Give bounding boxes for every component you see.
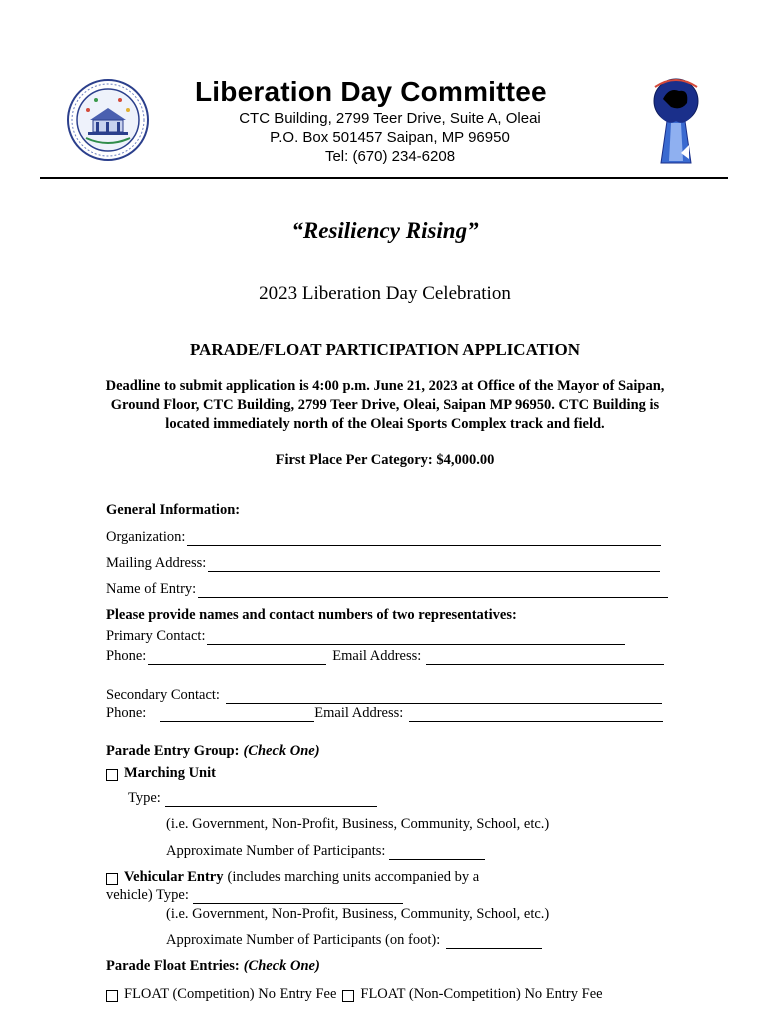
entry-name-label: Name of Entry: [106, 581, 197, 597]
primary-phone-email-row [106, 648, 664, 665]
secondary-contact-label: Secondary Contact: [106, 687, 220, 703]
vehicle-type-row [106, 887, 403, 904]
header-address-line-2: P.O. Box 501457 Saipan, MP 96950 [270, 129, 510, 146]
entry-name-row [106, 581, 668, 598]
organization-label: Organization: [106, 529, 186, 545]
organization-field[interactable] [187, 531, 661, 546]
committee-title: Liberation Day Committee [195, 76, 547, 107]
primary-contact-field[interactable] [207, 630, 625, 645]
float-competition-checkbox[interactable] [106, 990, 118, 1002]
mailing-address-field[interactable] [208, 557, 660, 572]
organization-row [106, 529, 661, 546]
marching-examples: (i.e. Government, Non-Profit, Business, Community, School, etc.) [166, 816, 550, 832]
header-divider [40, 177, 728, 179]
vehicle-type-field[interactable] [193, 889, 403, 904]
liberation-torch-logo [645, 75, 707, 167]
float-entries-heading [106, 958, 320, 975]
marching-type-label: Type: [128, 790, 161, 806]
primary-contact-row [106, 628, 625, 645]
secondary-phone-label: Phone: [106, 705, 147, 721]
entry-name-field[interactable] [198, 583, 668, 598]
entry-group-heading-label: Parade Entry Group: [106, 743, 240, 759]
primary-phone-field[interactable] [148, 650, 326, 665]
vehicular-participants-label: Approximate Number of Participants (on foot): [166, 932, 441, 948]
secondary-email-label: Email Address: [314, 705, 404, 721]
vehicular-examples: (i.e. Government, Non-Profit, Business, Community, School, etc.) [166, 906, 550, 922]
marching-unit-checkbox[interactable] [106, 769, 118, 781]
primary-phone-label: Phone: [106, 648, 147, 664]
marching-participants-label: Approximate Number of Participants: [166, 843, 386, 859]
secondary-phone-email-row [106, 705, 663, 722]
vehicular-entry-label: Vehicular Entry [124, 869, 224, 885]
deadline-notice: Deadline to submit application is 4:00 p.m. June 21, 2023 at Office of the Mayor of Saipan, Ground Floor, CTC Building, 2799 Teer Drive, Oleai, Saipan MP 96950. CTC Building is located immediately north of the Oleai Sports Complex track and field. [105, 378, 665, 432]
secondary-email-field[interactable] [409, 707, 663, 722]
vehicular-entry-checkbox[interactable] [106, 873, 118, 885]
marching-participants-row [166, 843, 485, 860]
primary-contact-label: Primary Contact: [106, 628, 206, 644]
vehicular-entry-option [106, 869, 479, 886]
secondary-contact-row [106, 687, 662, 704]
secondary-contact-field[interactable] [226, 689, 662, 704]
theme-title: “Resiliency Rising” [291, 218, 479, 243]
marching-unit-label: Marching Unit [124, 765, 216, 781]
mailing-address-label: Mailing Address: [106, 555, 207, 571]
marching-type-field[interactable] [165, 792, 377, 807]
float-entries-heading-label: Parade Float Entries: [106, 958, 240, 974]
marching-type-row [128, 790, 377, 807]
committee-seal-logo [66, 78, 150, 162]
marching-participants-field[interactable] [389, 845, 485, 860]
primary-email-field[interactable] [426, 650, 664, 665]
vehicular-participants-row [166, 932, 542, 949]
header-phone: Tel: (670) 234-6208 [324, 148, 456, 165]
entry-group-heading [106, 743, 320, 760]
prize-amount: First Place Per Category: $4,000.00 [275, 452, 495, 468]
vehicle-type-label: vehicle) Type: [106, 887, 189, 903]
float-competition-label: FLOAT (Competition) No Entry Fee [124, 986, 337, 1002]
entry-group-heading-note: (Check One) [243, 743, 320, 759]
vehicular-entry-note: (includes marching units accompanied by a [227, 869, 480, 885]
vehicular-participants-field[interactable] [446, 934, 542, 949]
representatives-heading: Please provide names and contact numbers of two representatives: [106, 607, 517, 623]
header-address-line-1: CTC Building, 2799 Teer Drive, Suite A, Oleai [239, 110, 541, 127]
float-noncompetition-label: FLOAT (Non-Competition) No Entry Fee [360, 986, 603, 1002]
application-title: PARADE/FLOAT PARTICIPATION APPLICATION [189, 340, 581, 359]
mailing-address-row [106, 555, 660, 572]
primary-email-label: Email Address: [332, 648, 422, 664]
general-info-heading: General Information: [106, 502, 241, 518]
float-entries-heading-note: (Check One) [243, 958, 320, 974]
float-noncompetition-checkbox[interactable] [342, 990, 354, 1002]
secondary-phone-field[interactable] [160, 707, 314, 722]
marching-unit-option [106, 765, 216, 782]
float-options-row [106, 986, 603, 1003]
celebration-subtitle: 2023 Liberation Day Celebration [259, 283, 511, 304]
